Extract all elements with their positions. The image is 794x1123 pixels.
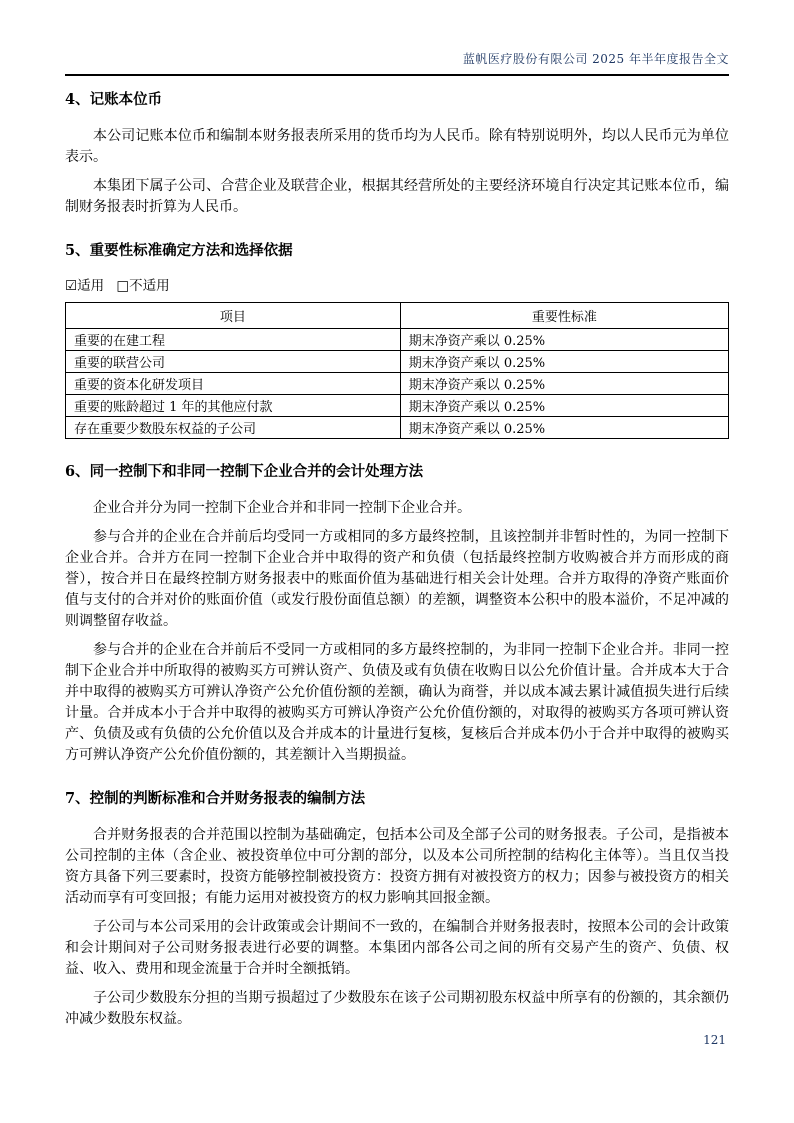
paragraph: 子公司与本公司采用的会计政策或会计期间不一致的，在编制合并财务报表时，按照本公司的会计政策和会计期间对子公司财务报表进行必要的调整。本集团内部各公司之间的所有交易产生的资产、负债、权益、收入、费用和现金流量于合并时全额抵销。 [65,919,729,977]
paragraph: 本集团下属子公司、合营企业及联营企业，根据其经营所处的主要经济环境自行决定其记账本位币，编制财务报表时折算为人民币。 [65,178,729,215]
page-number: 121 [703,1033,726,1047]
paragraph: 合并财务报表的合并范围以控制为基础确定，包括本公司及全部子公司的财务报表。子公司，是指被本公司控制的主体（含企业、被投资单位中可分割的部分，以及本公司所控制的结构化主体等）。当且仅当投资方具备下列三要素时，投资方能够控制被投资方：投资方拥有对被投资方的权力；因参与被投资方的相关活动而享有可变回报；有能力运用对被投资方的权力影响其回报金额。 [65,827,729,906]
applicability-line [65,277,729,295]
page-header [65,50,729,76]
paragraph: 子公司少数股东分担的当期亏损超过了少数股东在该子公司期初股东权益中所享有的份额的，其余额仍冲减少数股东权益。 [65,990,729,1027]
not-applicable-checkbox: □不适用 [116,278,170,294]
column-header-item: 项目 [66,303,401,329]
applicable-checkbox: ☑适用 [65,278,105,294]
item-cell: 重要的在建工程 [66,329,401,351]
section-heading-4: 4、记账本位币 [65,91,163,108]
standard-cell: 期末净资产乘以 0.25% [400,351,728,373]
section-heading-6: 6、同一控制下和非同一控制下企业合并的会计处理方法 [65,463,424,480]
materiality-standards-table [65,302,729,439]
table-header-row [66,303,729,329]
table-row [66,395,729,417]
table-row [66,417,729,439]
section-heading-7: 7、控制的判断标准和合并财务报表的编制方法 [65,790,366,807]
standard-cell: 期末净资产乘以 0.25% [400,329,728,351]
standard-cell: 期末净资产乘以 0.25% [400,417,728,439]
section-heading-5: 5、重要性标准确定方法和选择依据 [65,242,293,259]
item-cell: 重要的账龄超过 1 年的其他应付款 [66,395,401,417]
column-header-standard: 重要性标准 [400,303,728,329]
table-row [66,351,729,373]
standard-cell: 期末净资产乘以 0.25% [400,373,728,395]
paragraph: 企业合并分为同一控制下企业合并和非同一控制下企业合并。 [93,500,471,516]
table-row [66,329,729,351]
item-cell: 重要的联营公司 [66,351,401,373]
table-row [66,373,729,395]
standard-cell: 期末净资产乘以 0.25% [400,395,728,417]
paragraph: 本公司记账本位币和编制本财务报表所采用的货币均为人民币。除有特别说明外，均以人民币元为单位表示。 [65,128,729,165]
paragraph: 参与合并的企业在合并前后不受同一方或相同的多方最终控制的，为非同一控制下企业合并。非同一控制下企业合并中所取得的被购买方可辨认资产、负债及或有负债在收购日以公允价值计量。合并成本大于合并中取得的被购买方可辨认净资产公允价值份额的差额，确认为商誉，并以成本减去累计减值损失进行后续计量。合并成本小于合并中取得的被购买方可辨认净资产公允价值份额的，对取得的被购买方各项可辨认资产、负债及或有负债的公允价值以及合并成本的计量进行复核，复核后合并成本仍小于合并中取得的被购买方可辨认净资产公允价值份额的，其差额计入当期损益。 [65,642,729,763]
header-divider [65,74,729,76]
item-cell: 存在重要少数股东权益的子公司 [66,417,401,439]
report-title: 蓝帆医疗股份有限公司 2025 年半年度报告全文 [462,52,729,66]
paragraph: 参与合并的企业在合并前后均受同一方或相同的多方最终控制，且该控制并非暂时性的，为同一控制下企业合并。合并方在同一控制下企业合并中取得的资产和负债（包括最终控制方收购被合并方而形成的商誉），按合并日在最终控制方财务报表中的账面价值为基础进行相关会计处理。合并方取得的净资产账面价值与支付的合并对价的账面价值（或发行股份面值总额）的差额，调整资本公积中的股本溢价，不足冲减的则调整留存收益。 [65,529,729,629]
item-cell: 重要的资本化研发项目 [66,373,401,395]
